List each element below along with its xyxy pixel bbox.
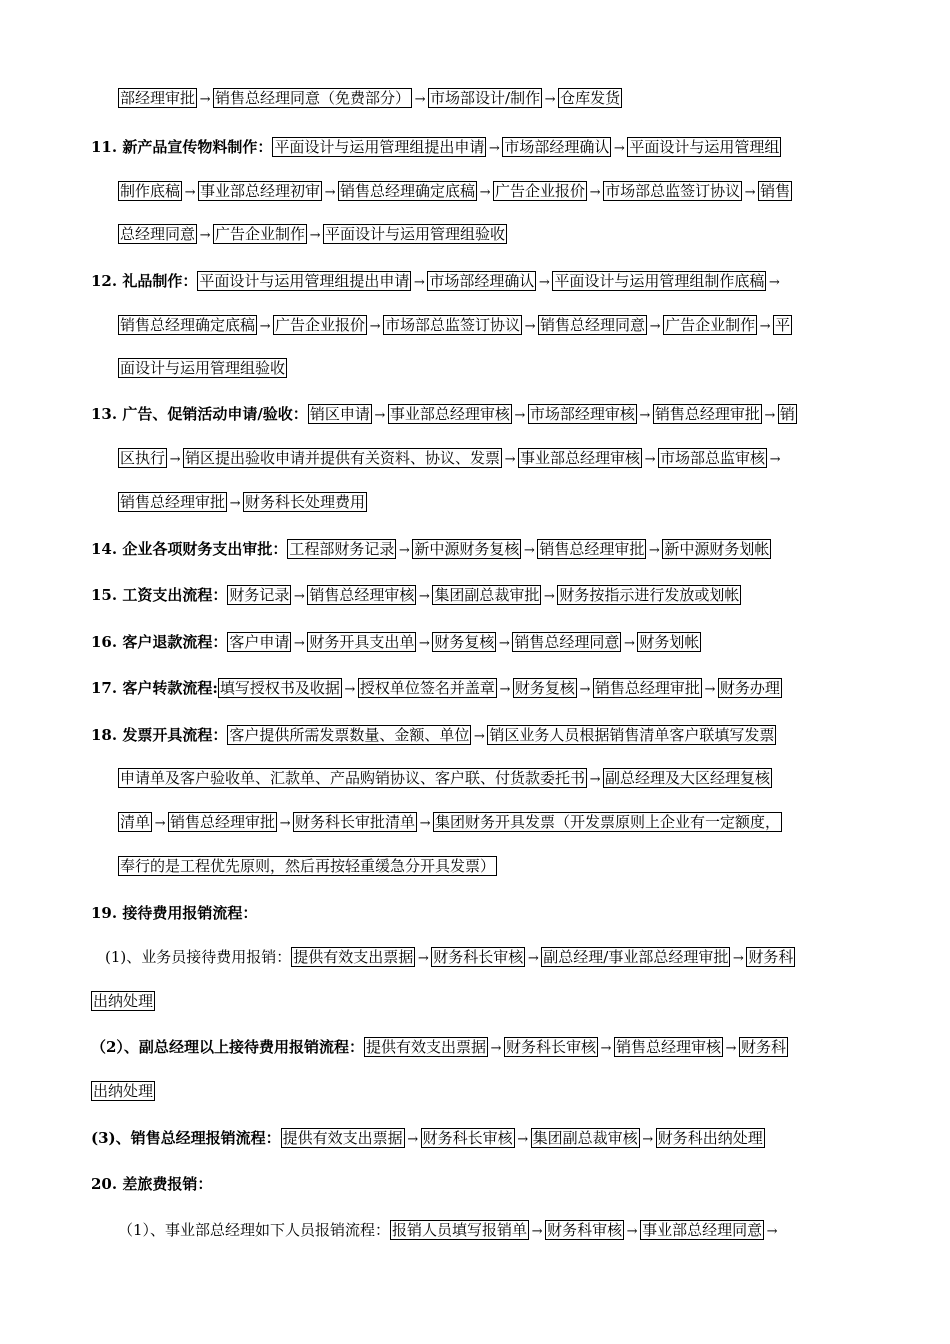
flow-step-box: 财务科长处理费用 bbox=[245, 493, 366, 511]
flow-step-box: 工程部财务记录 bbox=[289, 540, 395, 558]
flow-step-box: 财务科 bbox=[741, 1038, 787, 1056]
arrow: → bbox=[169, 452, 181, 467]
flow-step-box: 客户提供所需发票数量、金额、单位 bbox=[229, 726, 470, 744]
arrow: → bbox=[623, 636, 635, 651]
arrow: → bbox=[648, 543, 660, 558]
arrow: → bbox=[199, 92, 211, 107]
section-label: 13. 广告、促销活动申请/验收： bbox=[91, 405, 308, 423]
flow-step-box: 部经理审批 bbox=[120, 89, 196, 107]
arrow: → bbox=[544, 92, 556, 107]
arrow: → bbox=[498, 636, 510, 651]
arrow: → bbox=[725, 1041, 737, 1056]
flow-step-box: 销售总经理审核 bbox=[615, 1038, 721, 1056]
arrow: → bbox=[639, 408, 651, 423]
section-label: 19. 接待费用报销流程： bbox=[91, 904, 258, 922]
section-label: 16. 客户退款流程： bbox=[91, 633, 228, 651]
flow-step-box: 销售总经理审批 bbox=[654, 405, 760, 423]
arrow: → bbox=[369, 319, 381, 334]
flow-line bbox=[118, 358, 287, 380]
flow-line bbox=[118, 812, 782, 834]
flow-step-box: 奉行的是工程优先原则，然后再按轻重缓急分开具发票） bbox=[120, 857, 496, 875]
arrow: → bbox=[517, 1132, 529, 1147]
subsection-label: (1)、业务员接待费用报销： bbox=[105, 948, 292, 966]
flow-step-box: 市场部经理确认 bbox=[504, 138, 610, 156]
flow-step-box: 销区申请 bbox=[309, 405, 370, 423]
flow-step-box: 销售总经理审核 bbox=[309, 586, 415, 604]
arrow: → bbox=[293, 636, 305, 651]
flow-line bbox=[118, 768, 772, 790]
flow-step-box: 销售总经理确定底稿 bbox=[120, 316, 256, 334]
flow-step-box: 销售 bbox=[760, 182, 791, 200]
flow-step-box: 填写授权书及收据 bbox=[219, 679, 340, 697]
flow-step-box: 市场部设计/制作 bbox=[430, 89, 541, 107]
arrow: → bbox=[524, 319, 536, 334]
flow-step-box: 销售总经理同意 bbox=[540, 316, 646, 334]
flow-step-box: 市场部总监签订协议 bbox=[385, 316, 521, 334]
arrow: → bbox=[589, 185, 601, 200]
arrow: → bbox=[407, 1132, 419, 1147]
flow-line bbox=[91, 585, 741, 607]
flow-step-box: 新中源财务划帐 bbox=[664, 540, 770, 558]
flow-line bbox=[91, 725, 776, 747]
flow-step-box: 平面设计与运用管理组提出申请 bbox=[199, 272, 410, 290]
flow-step-box: 销售总经理审批 bbox=[120, 493, 226, 511]
arrow: → bbox=[488, 141, 500, 156]
flow-step-box: 财务科审核 bbox=[547, 1221, 623, 1239]
subsection-label: （1）、事业部总经理如下人员报销流程： bbox=[118, 1221, 391, 1239]
flow-line bbox=[91, 539, 771, 561]
section-label: 11. 新产品宣传物料制作： bbox=[91, 138, 273, 156]
flow-line bbox=[118, 224, 507, 246]
flow-step-box: 事业部总经理初审 bbox=[200, 182, 321, 200]
arrow: → bbox=[527, 951, 539, 966]
flow-line bbox=[91, 1081, 155, 1103]
flow-step-box: 广告企业报价 bbox=[495, 182, 586, 200]
flow-line bbox=[91, 404, 797, 426]
arrow: → bbox=[626, 1224, 638, 1239]
flow-line bbox=[118, 315, 792, 337]
arrow: → bbox=[154, 816, 166, 831]
arrow: → bbox=[229, 496, 241, 511]
flow-step-box: 申请单及客户验收单、汇款单、产品购销协议、客户联、付货款委托书 bbox=[120, 769, 586, 787]
flow-step-box: 市场部总监签订协议 bbox=[605, 182, 741, 200]
flow-line bbox=[91, 271, 782, 293]
flow-step-box: 副总经理及大区经理复核 bbox=[605, 769, 771, 787]
section-label: 20. 差旅费报销： bbox=[91, 1175, 213, 1193]
flow-step-box: 集团副总裁审批 bbox=[434, 586, 540, 604]
arrow: → bbox=[538, 275, 550, 290]
arrow: → bbox=[579, 682, 591, 697]
arrow: → bbox=[374, 408, 386, 423]
flow-step-box: 市场部经理确认 bbox=[429, 272, 535, 290]
flow-step-box: 财务开具支出单 bbox=[309, 633, 415, 651]
flow-line bbox=[91, 1037, 788, 1059]
flow-step-box: 销售总经理同意（免费部分） bbox=[215, 89, 411, 107]
flow-step-box: 市场部经理审核 bbox=[529, 405, 635, 423]
flow-step-box: 财务科 bbox=[748, 948, 794, 966]
section-label: 15. 工资支出流程： bbox=[91, 586, 228, 604]
flow-step-box: 平面设计与运用管理组验收 bbox=[325, 225, 506, 243]
flow-step-box: 销 bbox=[779, 405, 795, 423]
flow-step-box: 销区业务人员根据销售清单客户联填写发票 bbox=[489, 726, 775, 744]
arrow: → bbox=[419, 816, 431, 831]
arrow: → bbox=[490, 1041, 502, 1056]
flow-step-box: 出纳处理 bbox=[93, 992, 154, 1010]
flow-step-box: 市场部总监审核 bbox=[660, 449, 766, 467]
flow-step-box: 平面设计与运用管理组 bbox=[629, 138, 780, 156]
arrow: → bbox=[414, 92, 426, 107]
flow-step-box: 财务复核 bbox=[514, 679, 575, 697]
arrow: → bbox=[504, 452, 516, 467]
flow-step-box: 平面设计与运用管理组制作底稿 bbox=[554, 272, 765, 290]
section-label: 17. 客户转款流程: bbox=[91, 679, 218, 697]
section-label: (3)、销售总经理报销流程： bbox=[91, 1129, 281, 1147]
flow-step-box: 财务记录 bbox=[229, 586, 290, 604]
flow-step-box: 销售总经理审批 bbox=[594, 679, 700, 697]
flow-step-box: 财务按指示进行发放或划帐 bbox=[559, 586, 740, 604]
arrow: → bbox=[759, 319, 771, 334]
flow-step-box: 总经理同意 bbox=[120, 225, 196, 243]
section-label: （2）、副总经理以上接待费用报销流程： bbox=[91, 1038, 364, 1056]
arrow: → bbox=[769, 452, 781, 467]
arrow: → bbox=[324, 185, 336, 200]
flow-step-box: 集团副总裁审核 bbox=[532, 1129, 638, 1147]
arrow: → bbox=[766, 1224, 778, 1239]
flow-step-box: 区执行 bbox=[120, 449, 166, 467]
flow-step-box: 事业部总经理审核 bbox=[389, 405, 510, 423]
flow-step-box: 销售总经理同意 bbox=[514, 633, 620, 651]
flow-step-box: 财务划帐 bbox=[639, 633, 700, 651]
arrow: → bbox=[613, 141, 625, 156]
flow-step-box: 面设计与运用管理组验收 bbox=[120, 359, 286, 377]
flow-step-box: 出纳处理 bbox=[93, 1082, 154, 1100]
flow-line bbox=[91, 632, 701, 654]
flow-step-box: 销区提出验收申请并提供有关资料、协议、发票 bbox=[185, 449, 501, 467]
arrow: → bbox=[600, 1041, 612, 1056]
arrow: → bbox=[523, 543, 535, 558]
flow-step-box: 销售总经理审批 bbox=[539, 540, 645, 558]
flow-step-box: 清单 bbox=[120, 813, 151, 831]
flow-step-box: 事业部总经理同意 bbox=[642, 1221, 763, 1239]
arrow: → bbox=[543, 589, 555, 604]
arrow: → bbox=[514, 408, 526, 423]
arrow: → bbox=[704, 682, 716, 697]
flow-step-box: 广告企业制作 bbox=[215, 225, 306, 243]
flow-line bbox=[118, 88, 622, 110]
flow-step-box: 客户申请 bbox=[229, 633, 290, 651]
arrow: → bbox=[413, 275, 425, 290]
flow-line bbox=[118, 492, 367, 514]
flow-line bbox=[118, 1220, 780, 1242]
arrow: → bbox=[473, 729, 485, 744]
flow-line bbox=[118, 181, 792, 203]
arrow: → bbox=[199, 228, 211, 243]
flow-step-box: 财务办理 bbox=[719, 679, 780, 697]
flow-line bbox=[91, 903, 257, 925]
arrow: → bbox=[418, 636, 430, 651]
section-label: 14. 企业各项财务支出审批： bbox=[91, 540, 288, 558]
flow-step-box: 提供有效支出票据 bbox=[293, 948, 414, 966]
flow-step-box: 副总经理/事业部总经理审批 bbox=[543, 948, 729, 966]
arrow: → bbox=[398, 543, 410, 558]
arrow: → bbox=[279, 816, 291, 831]
flow-step-box: 广告企业报价 bbox=[275, 316, 366, 334]
flow-line bbox=[91, 1128, 765, 1150]
flow-step-box: 平面设计与运用管理组提出申请 bbox=[274, 138, 485, 156]
flow-step-box: 财务科长审核 bbox=[422, 1129, 513, 1147]
arrow: → bbox=[293, 589, 305, 604]
arrow: → bbox=[309, 228, 321, 243]
arrow: → bbox=[184, 185, 196, 200]
arrow: → bbox=[649, 319, 661, 334]
flow-step-box: 财务科长审核 bbox=[433, 948, 524, 966]
arrow: → bbox=[479, 185, 491, 200]
flow-step-box: 新中源财务复核 bbox=[414, 540, 520, 558]
arrow: → bbox=[768, 275, 780, 290]
section-label: 18. 发票开具流程： bbox=[91, 726, 228, 744]
arrow: → bbox=[644, 452, 656, 467]
flow-step-box: 财务科长审批清单 bbox=[295, 813, 416, 831]
flow-step-box: 财务复核 bbox=[434, 633, 495, 651]
flow-step-box: 报销人员填写报销单 bbox=[392, 1221, 528, 1239]
arrow: → bbox=[732, 951, 744, 966]
arrow: → bbox=[417, 951, 429, 966]
arrow: → bbox=[418, 589, 430, 604]
flow-step-box: 销售总经理确定底稿 bbox=[340, 182, 476, 200]
arrow: → bbox=[499, 682, 511, 697]
flow-step-box: 制作底稿 bbox=[120, 182, 181, 200]
flow-line bbox=[91, 991, 155, 1013]
flow-step-box: 财务科出纳处理 bbox=[657, 1129, 763, 1147]
flow-step-box: 授权单位签名并盖章 bbox=[359, 679, 495, 697]
flow-step-box: 提供有效支出票据 bbox=[365, 1038, 486, 1056]
flow-line bbox=[105, 947, 795, 969]
flow-step-box: 仓库发货 bbox=[560, 89, 621, 107]
flow-line bbox=[91, 678, 782, 700]
flow-step-box: 广告企业制作 bbox=[665, 316, 756, 334]
arrow: → bbox=[744, 185, 756, 200]
flow-line bbox=[118, 448, 783, 470]
arrow: → bbox=[642, 1132, 654, 1147]
flow-line bbox=[91, 1174, 212, 1196]
flow-step-box: 集团财务开具发票（开发票原则上企业有一定额度， bbox=[435, 813, 781, 831]
section-label: 12. 礼品制作： bbox=[91, 272, 198, 290]
flow-line bbox=[91, 137, 781, 159]
arrow: → bbox=[259, 319, 271, 334]
arrow: → bbox=[764, 408, 776, 423]
arrow: → bbox=[344, 682, 356, 697]
flow-step-box: 财务科长审核 bbox=[505, 1038, 596, 1056]
arrow: → bbox=[531, 1224, 543, 1239]
flow-step-box: 事业部总经理审核 bbox=[520, 449, 641, 467]
arrow: → bbox=[589, 772, 601, 787]
flow-step-box: 销售总经理审批 bbox=[170, 813, 276, 831]
flow-line bbox=[118, 856, 497, 878]
flow-step-box: 平 bbox=[775, 316, 791, 334]
flow-step-box: 提供有效支出票据 bbox=[282, 1129, 403, 1147]
